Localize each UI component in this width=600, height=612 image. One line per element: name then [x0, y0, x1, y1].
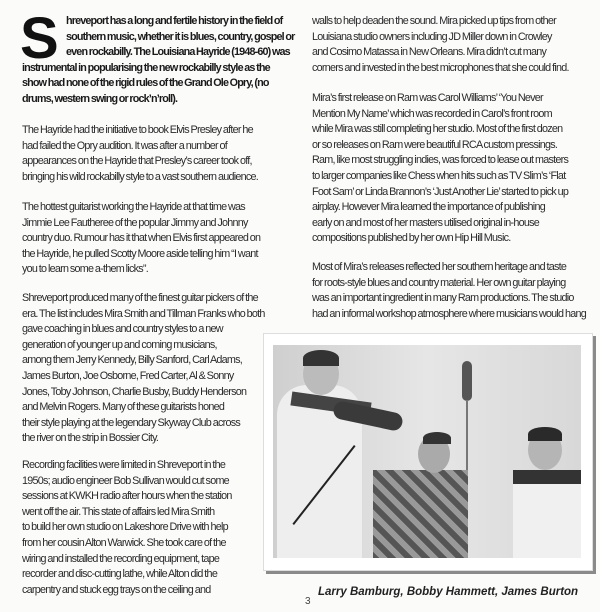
text-line: Foot Sam’ or Linda Brannon’s ‘Just Another Lie’ started to pick up: [312, 185, 569, 198]
text-line: to larger companies like Chess when hits such as TV Slim’s ‘Flat: [312, 169, 566, 182]
text-line: appearances on the Hayride that Presley’s career took off,: [22, 155, 252, 168]
text-line: Ram, like most struggling indies, was forced to lease out masters: [312, 154, 569, 167]
text-line: Mention My Name’ which was recorded in Carol’s front room: [312, 107, 552, 120]
text-line: while Mira was still completing her studio. Most of the first dozen: [312, 123, 563, 136]
text-line: gave coaching in blues and country styles to a new: [22, 323, 223, 336]
text-line: their style playing at the legendary Skyway Club across: [22, 416, 241, 429]
text-line: Shreveport produced many of the finest guitar pickers of the: [22, 292, 258, 304]
paragraph-elvis: [22, 123, 258, 185]
text-line: country duo. Rumour has it that when Elvis first appeared on: [22, 232, 261, 245]
text-line: bringing his wild rockabilly style to a vast southern audience.: [22, 170, 259, 183]
paragraph-releases: [312, 260, 586, 322]
text-line: had an informal workshop atmosphere where musicians would hang: [312, 307, 586, 320]
text-line: walls to help deaden the sound. Mira picked up tips from other: [312, 15, 556, 27]
text-line: compositions published by her own Hip Hill Music.: [312, 232, 511, 245]
text-line: had failed the Opry audition. It was after a number of: [22, 139, 227, 152]
text-line: you to learn some a-them licks”.: [22, 263, 149, 276]
text-line: Recording facilities were limited in Shreveport in the: [22, 459, 226, 471]
text-line: early on and most of her masters utilised original in-house: [312, 216, 540, 229]
text-line: sessions at KWKH radio after hours when the station: [22, 490, 232, 503]
text-line: generation of younger up and coming musicians,: [22, 338, 217, 351]
text-line: and Melvin Rogers. Many of these guitarists honed: [22, 401, 225, 414]
text-line: or so releases on Ram were beautiful RCA custom pressings.: [312, 138, 558, 151]
text-line: airplay. However Mira learned the importance of publishing: [312, 201, 545, 214]
paragraph-first-release: [312, 91, 568, 247]
text-line: recorder and disc-cutting lathe, while Alton did the: [22, 568, 218, 581]
text-line: southern music, whether it is blues, country, gospel or: [66, 30, 295, 43]
text-line: Mira’s first release on Ram was Carol Williams’ ‘You Never: [312, 92, 543, 104]
text-line: era. The list includes Mira Smith and Tillman Franks who both: [22, 307, 265, 320]
photo-caption: Larry Bamburg, Bobby Hammett, James Burton: [318, 586, 579, 598]
text-line: from her cousin Alton Warwick. She took care of the: [22, 536, 226, 549]
text-line: for roots-style blues and country material. Her own guitar playing: [312, 276, 566, 289]
drop-cap: S: [20, 6, 59, 71]
text-line: the Hayride, he pulled Scotty Moore aside telling him “I want: [22, 247, 258, 260]
text-line: Jimmie Lee Fautheree of the popular Jimmy and Johnny: [22, 216, 248, 229]
text-line: James Burton, Joe Osborne, Fred Carter, Al & Sonny: [22, 369, 234, 382]
text-line: show had none of the rigid rules of the Grand Ole Opry, (no: [22, 77, 269, 90]
text-line: corners and invested in the best microphones that she could find.: [312, 61, 569, 74]
text-line: The hottest guitarist working the Hayride at that time was: [22, 201, 245, 213]
paragraph-hottest-guitarist: [22, 200, 260, 278]
text-line: The Hayride had the initiative to book Elvis Presley after he: [22, 124, 253, 136]
text-line: carpentry and stuck egg trays on the ceiling and: [22, 583, 211, 596]
text-line: Jones, Toby Johnson, Charlie Busby, Buddy Henderson: [22, 385, 247, 398]
text-line: and Cosimo Matassa in New Orleans. Mira didn’t cut many: [312, 46, 547, 59]
text-line: was an important ingredient in many Ram productions. The studio: [312, 292, 574, 305]
paragraph-recording-facilities: [22, 458, 232, 598]
intro-paragraph: [20, 6, 295, 108]
text-line: Most of Mira’s releases reflected her southern heritage and taste: [312, 261, 567, 273]
text-line: instrumental in popularising the new rockabilly style as the: [22, 61, 270, 74]
paragraph-studio-walls: [312, 14, 569, 76]
text-line: drums, western swing or rock’n’roll).: [22, 92, 178, 105]
text-line: to build her own studio on Lakeshore Drive with help: [22, 521, 228, 534]
text-line: among them Jerry Kennedy, Billy Sanford, Carl Adams,: [22, 354, 243, 367]
text-line: 1950s; audio engineer Bob Sullivan would cut some: [22, 474, 229, 487]
photo-frame: [263, 333, 593, 571]
text-line: wiring and installed the recording equipment, tape: [22, 552, 220, 565]
band-photo: [273, 345, 581, 558]
text-line: even rockabilly. The Louisiana Hayride (1948-60) was: [66, 46, 290, 59]
text-line: Louisiana studio owners including JD Miller down in Crowley: [312, 30, 552, 43]
text-line: the river on the strip in Bossier City.: [22, 432, 159, 445]
text-line: hreveport has a long and fertile history in the field of: [66, 15, 283, 27]
page-number: 3: [305, 596, 311, 607]
paragraph-guitar-pickers: [22, 291, 265, 447]
text-line: went off the air. This state of affairs led Mira Smith: [22, 505, 215, 518]
